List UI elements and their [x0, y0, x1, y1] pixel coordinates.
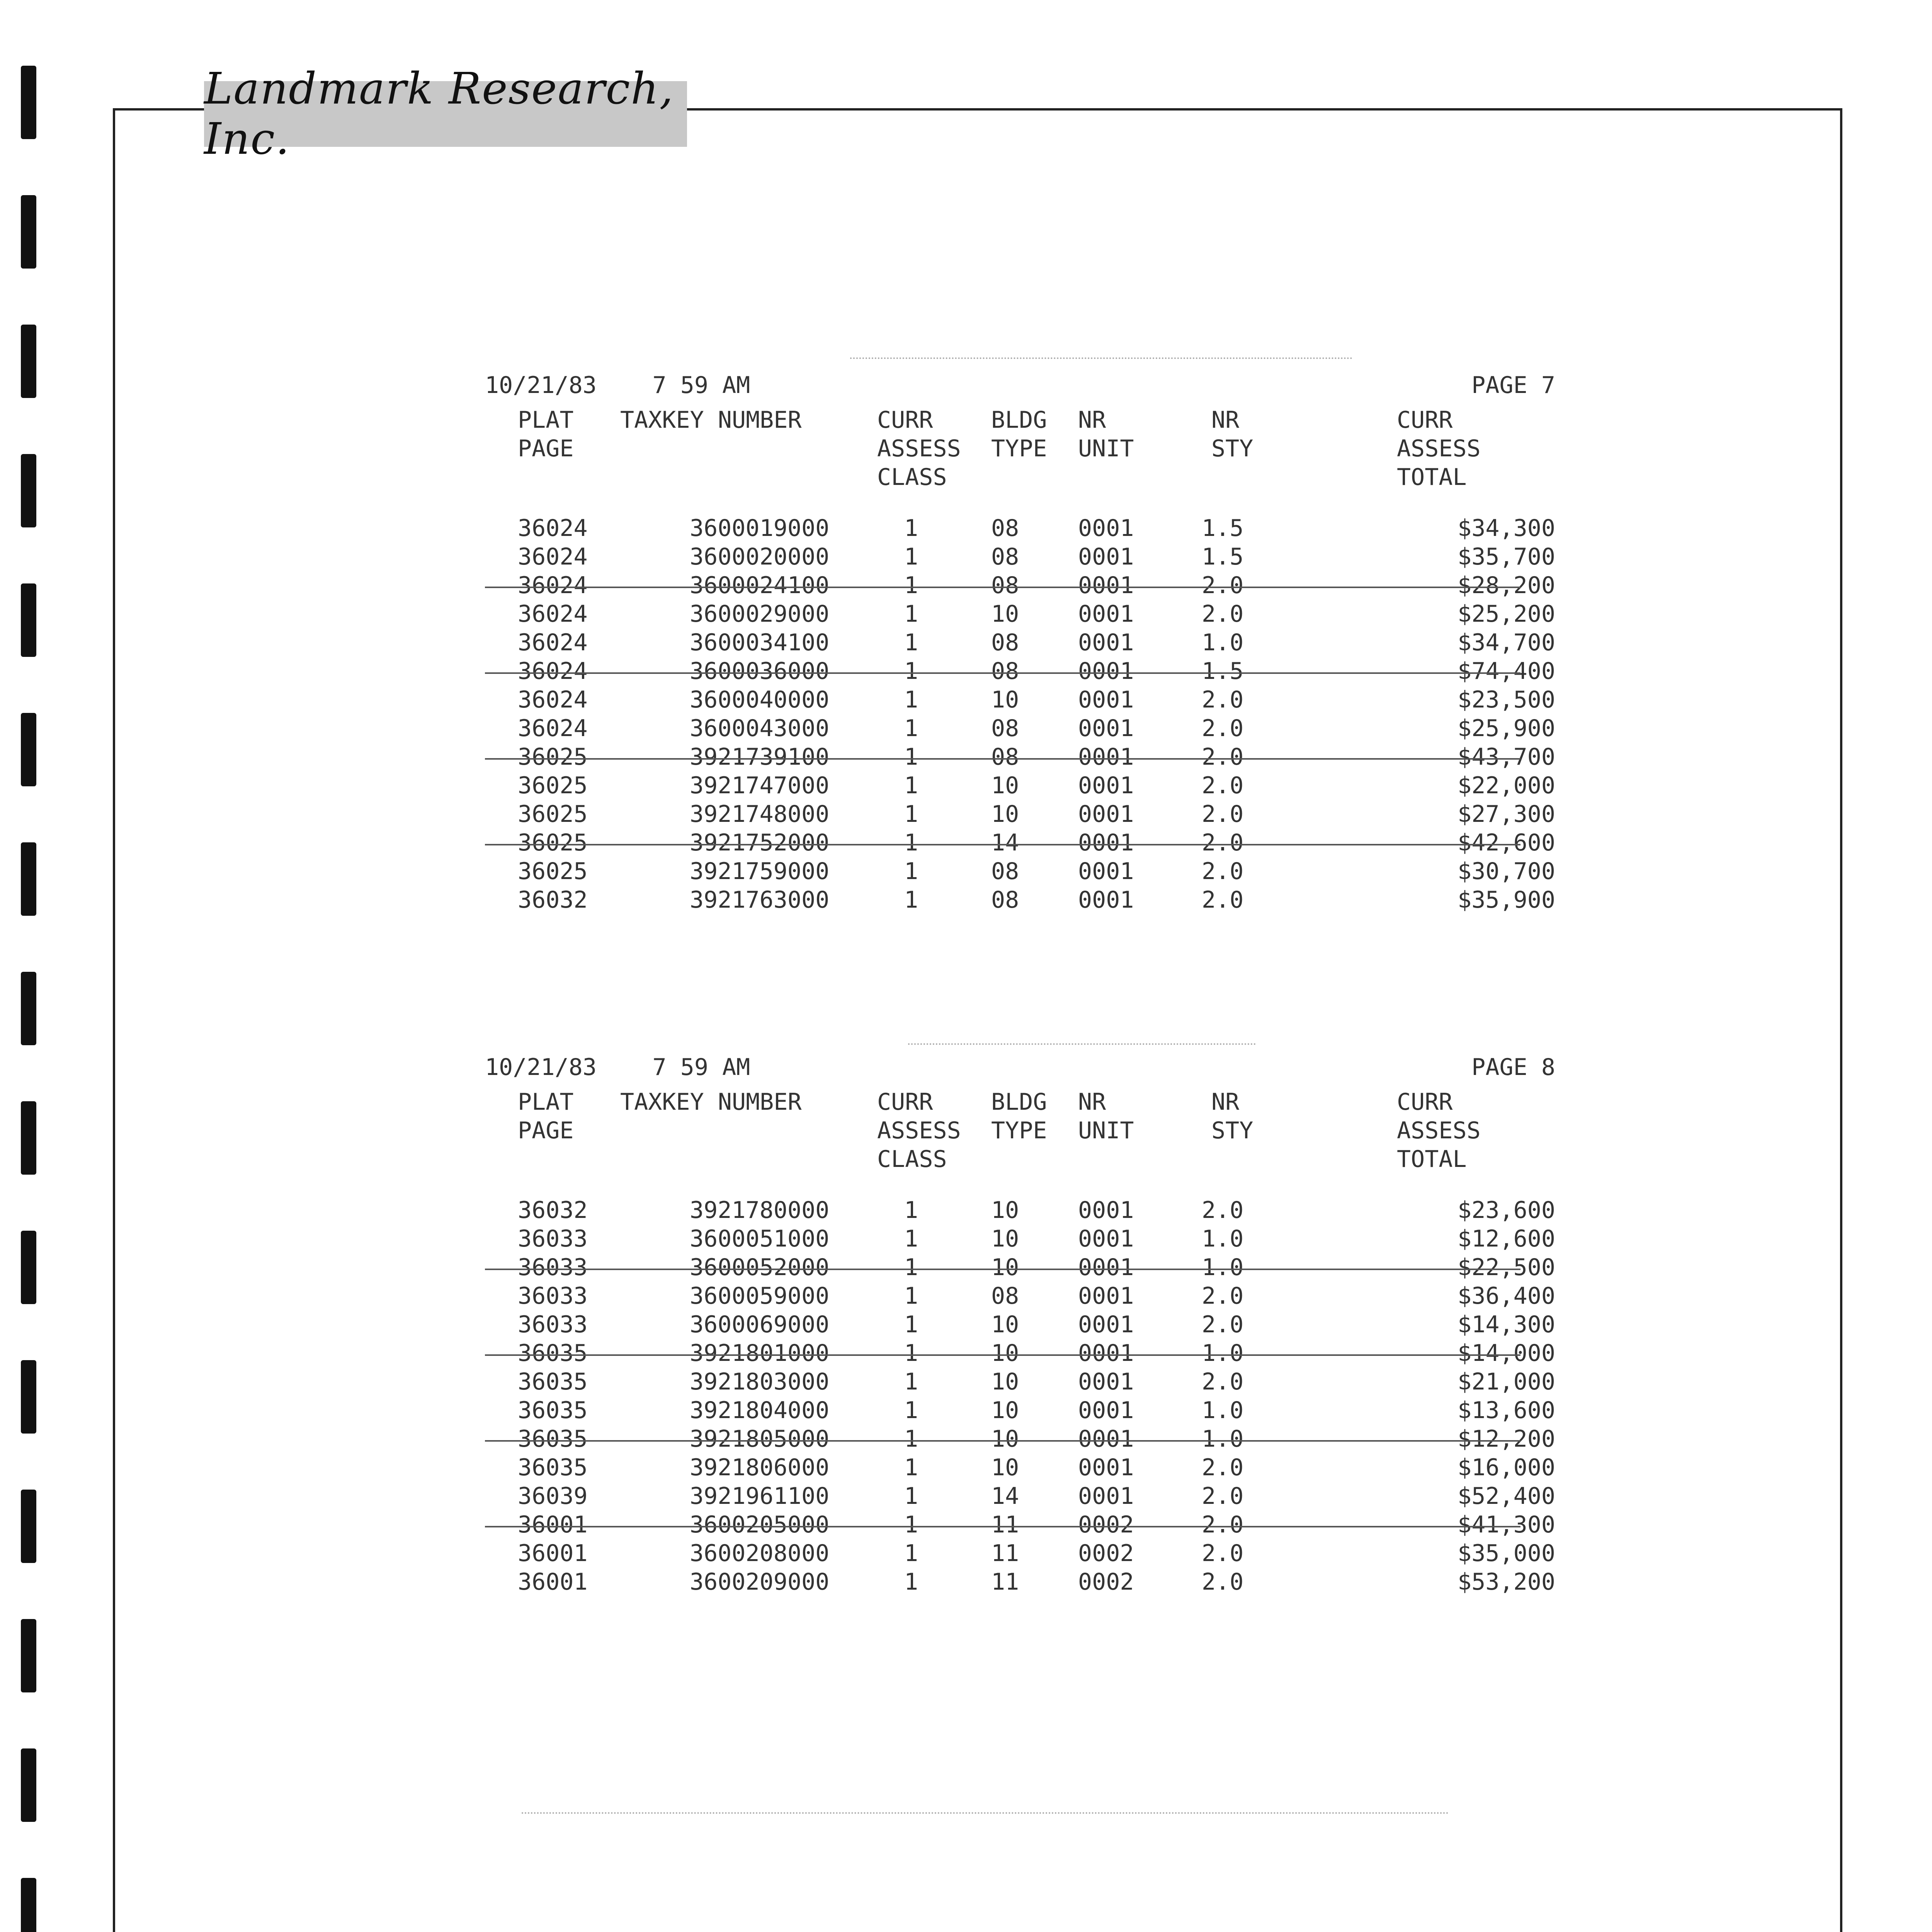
cell-curr-total: $14,000 — [1458, 1340, 1555, 1367]
cell-bldg-type: 08 — [991, 1282, 1019, 1310]
cell-nr-unit: 0001 — [1078, 1197, 1134, 1224]
cell-curr-total: $28,200 — [1458, 572, 1555, 599]
cell-nr-sty: 1.0 — [1202, 1340, 1244, 1367]
table-row — [485, 685, 1555, 714]
cell-curr-total: $23,500 — [1458, 686, 1555, 713]
report-page-label: PAGE 8 — [1471, 1054, 1555, 1081]
cell-curr-total: $52,400 — [1458, 1483, 1555, 1510]
cell-taxkey: 3600069000 — [690, 1311, 830, 1338]
cell-plat-page: 36025 — [518, 801, 588, 828]
table-row — [485, 1310, 1555, 1339]
cell-nr-unit: 0001 — [1078, 886, 1134, 913]
table-row — [485, 828, 1555, 857]
cell-nr-unit: 0001 — [1078, 801, 1134, 828]
binder-hole — [21, 1619, 36, 1692]
report-header — [485, 1053, 1555, 1088]
cell-nr-sty: 1.0 — [1202, 1254, 1244, 1281]
report-page-8 — [485, 1053, 1555, 1596]
cell-plat-page: 36039 — [518, 1483, 588, 1510]
cell-nr-unit: 0002 — [1078, 1540, 1134, 1567]
table-row — [485, 1253, 1555, 1282]
cell-nr-sty: 1.0 — [1202, 1425, 1244, 1452]
table-row — [485, 1539, 1555, 1568]
binder-hole — [21, 454, 36, 527]
cell-taxkey: 3600024100 — [690, 572, 830, 599]
cell-plat-page: 36033 — [518, 1254, 588, 1281]
cell-taxkey: 3921805000 — [690, 1425, 830, 1452]
cell-nr-sty: 2.0 — [1202, 1568, 1244, 1595]
binder-hole — [21, 842, 36, 916]
cell-nr-sty: 2.0 — [1202, 715, 1244, 742]
cell-plat-page: 36033 — [518, 1225, 588, 1252]
cell-plat-page: 36032 — [518, 1197, 588, 1224]
cell-nr-sty: 2.0 — [1202, 1197, 1244, 1224]
cell-curr-total: $16,000 — [1458, 1454, 1555, 1481]
cell-bldg-type: 08 — [991, 658, 1019, 685]
cell-plat-page: 36024 — [518, 686, 588, 713]
cell-nr-unit: 0001 — [1078, 515, 1134, 542]
cell-plat-page: 36001 — [518, 1540, 588, 1567]
cell-plat-page: 36035 — [518, 1340, 588, 1367]
table-row — [485, 714, 1555, 743]
cell-bldg-type: 10 — [991, 1340, 1019, 1367]
cell-nr-unit: 0001 — [1078, 715, 1134, 742]
cell-nr-sty: 2.0 — [1202, 1368, 1244, 1395]
cell-plat-page: 36025 — [518, 829, 588, 856]
cell-nr-sty: 1.0 — [1202, 629, 1244, 656]
cell-taxkey: 3921747000 — [690, 772, 830, 799]
table-row — [485, 1425, 1555, 1453]
report-page-7 — [485, 371, 1555, 914]
cell-plat-page: 36024 — [518, 715, 588, 742]
cell-nr-unit: 0001 — [1078, 658, 1134, 685]
binder-hole — [21, 583, 36, 657]
cell-bldg-type: 10 — [991, 1454, 1019, 1481]
cell-nr-sty: 2.0 — [1202, 1483, 1244, 1510]
cell-taxkey: 3600209000 — [690, 1568, 830, 1595]
table-body — [485, 1196, 1555, 1596]
binder-hole — [21, 1878, 36, 1932]
cell-plat-page: 36033 — [518, 1282, 588, 1310]
cell-plat-page: 36001 — [518, 1568, 588, 1595]
cell-curr-class: 1 — [904, 886, 918, 913]
cell-nr-sty: 2.0 — [1202, 1282, 1244, 1310]
table-row — [485, 886, 1555, 914]
cell-taxkey: 3921961100 — [690, 1483, 830, 1510]
cell-nr-unit: 0001 — [1078, 1454, 1134, 1481]
cell-taxkey: 3921806000 — [690, 1454, 830, 1481]
binder-hole — [21, 66, 36, 139]
table-row — [485, 771, 1555, 800]
table-row — [485, 1568, 1555, 1596]
binder-hole — [21, 972, 36, 1045]
binder-hole — [21, 325, 36, 398]
table-row — [485, 743, 1555, 771]
cell-nr-sty: 2.0 — [1202, 1454, 1244, 1481]
table-row — [485, 657, 1555, 685]
cell-nr-unit: 0001 — [1078, 1340, 1134, 1367]
table-row — [485, 1282, 1555, 1310]
cell-plat-page: 36025 — [518, 743, 588, 770]
cell-plat-page: 36025 — [518, 772, 588, 799]
cell-curr-class: 1 — [904, 1368, 918, 1395]
cell-curr-class: 1 — [904, 858, 918, 885]
report-page-label: PAGE 7 — [1471, 372, 1555, 399]
cell-bldg-type: 10 — [991, 801, 1019, 828]
cell-nr-unit: 0001 — [1078, 686, 1134, 713]
scan-artifact-line — [908, 1043, 1256, 1045]
company-logo: Landmark Research, Inc. — [204, 81, 687, 147]
cell-bldg-type: 11 — [991, 1540, 1019, 1567]
cell-nr-unit: 0001 — [1078, 629, 1134, 656]
col-nr-unit: NR UNIT — [1078, 406, 1134, 462]
cell-nr-sty: 2.0 — [1202, 686, 1244, 713]
cell-bldg-type: 10 — [991, 1397, 1019, 1424]
cell-curr-total: $42,600 — [1458, 829, 1555, 856]
cell-nr-unit: 0001 — [1078, 858, 1134, 885]
cell-curr-class: 1 — [904, 1254, 918, 1281]
col-plat-page: PLAT PAGE — [518, 1088, 574, 1144]
cell-bldg-type: 08 — [991, 858, 1019, 885]
table-row — [485, 800, 1555, 828]
cell-nr-sty: 2.0 — [1202, 886, 1244, 913]
cell-nr-unit: 0001 — [1078, 1483, 1134, 1510]
cell-curr-class: 1 — [904, 1425, 918, 1452]
table-row — [485, 857, 1555, 886]
cell-curr-class: 1 — [904, 1540, 918, 1567]
cell-taxkey: 3921803000 — [690, 1368, 830, 1395]
table-row — [485, 571, 1555, 600]
cell-bldg-type: 08 — [991, 629, 1019, 656]
cell-nr-sty: 1.5 — [1202, 543, 1244, 570]
scan-artifact-line — [850, 357, 1352, 359]
cell-curr-class: 1 — [904, 515, 918, 542]
cell-taxkey: 3600034100 — [690, 629, 830, 656]
cell-nr-sty: 2.0 — [1202, 1511, 1244, 1538]
table-row — [485, 1396, 1555, 1425]
cell-curr-total: $35,900 — [1458, 886, 1555, 913]
cell-nr-sty: 2.0 — [1202, 572, 1244, 599]
cell-bldg-type: 14 — [991, 1483, 1019, 1510]
cell-curr-class: 1 — [904, 772, 918, 799]
cell-curr-total: $12,200 — [1458, 1425, 1555, 1452]
cell-bldg-type: 08 — [991, 715, 1019, 742]
cell-curr-total: $74,400 — [1458, 658, 1555, 685]
cell-bldg-type: 11 — [991, 1511, 1019, 1538]
cell-bldg-type: 10 — [991, 772, 1019, 799]
binder-hole — [21, 1101, 36, 1175]
table-row — [485, 1367, 1555, 1396]
cell-nr-sty: 2.0 — [1202, 772, 1244, 799]
col-curr-total: CURR ASSESS TOTAL — [1397, 1088, 1481, 1173]
cell-curr-class: 1 — [904, 1197, 918, 1224]
cell-curr-class: 1 — [904, 801, 918, 828]
cell-curr-total: $41,300 — [1458, 1511, 1555, 1538]
cell-taxkey: 3600208000 — [690, 1540, 830, 1567]
col-curr-class: CURR ASSESS CLASS — [877, 406, 961, 491]
binder-hole — [21, 1748, 36, 1822]
cell-bldg-type: 10 — [991, 1425, 1019, 1452]
cell-curr-total: $35,000 — [1458, 1540, 1555, 1567]
cell-nr-unit: 0001 — [1078, 1311, 1134, 1338]
cell-nr-unit: 0001 — [1078, 772, 1134, 799]
cell-curr-class: 1 — [904, 686, 918, 713]
cell-nr-unit: 0001 — [1078, 1368, 1134, 1395]
cell-taxkey: 3600019000 — [690, 515, 830, 542]
cell-taxkey: 3921752000 — [690, 829, 830, 856]
cell-curr-total: $21,000 — [1458, 1368, 1555, 1395]
cell-nr-unit: 0001 — [1078, 600, 1134, 628]
cell-plat-page: 36024 — [518, 543, 588, 570]
cell-nr-unit: 0001 — [1078, 572, 1134, 599]
table-row — [485, 600, 1555, 628]
cell-plat-page: 36024 — [518, 572, 588, 599]
cell-plat-page: 36024 — [518, 629, 588, 656]
cell-bldg-type: 10 — [991, 1225, 1019, 1252]
cell-curr-class: 1 — [904, 629, 918, 656]
cell-curr-total: $34,700 — [1458, 629, 1555, 656]
cell-taxkey: 3921780000 — [690, 1197, 830, 1224]
cell-nr-unit: 0001 — [1078, 829, 1134, 856]
cell-bldg-type: 10 — [991, 600, 1019, 628]
table-row — [485, 1453, 1555, 1482]
cell-nr-sty: 1.0 — [1202, 1225, 1244, 1252]
cell-curr-total: $35,700 — [1458, 543, 1555, 570]
cell-curr-class: 1 — [904, 1568, 918, 1595]
cell-plat-page: 36035 — [518, 1397, 588, 1424]
cell-curr-class: 1 — [904, 658, 918, 685]
cell-nr-unit: 0001 — [1078, 1397, 1134, 1424]
cell-bldg-type: 08 — [991, 515, 1019, 542]
cell-curr-class: 1 — [904, 1511, 918, 1538]
cell-taxkey: 3921763000 — [690, 886, 830, 913]
cell-plat-page: 36035 — [518, 1368, 588, 1395]
cell-nr-unit: 0001 — [1078, 1225, 1134, 1252]
cell-curr-total: $22,000 — [1458, 772, 1555, 799]
cell-taxkey: 3600043000 — [690, 715, 830, 742]
cell-plat-page: 36035 — [518, 1425, 588, 1452]
cell-bldg-type: 10 — [991, 1197, 1019, 1224]
binder-hole — [21, 1360, 36, 1434]
cell-plat-page: 36024 — [518, 600, 588, 628]
cell-curr-total: $53,200 — [1458, 1568, 1555, 1595]
cell-curr-class: 1 — [904, 743, 918, 770]
cell-nr-unit: 0001 — [1078, 543, 1134, 570]
col-curr-total: CURR ASSESS TOTAL — [1397, 406, 1481, 491]
col-taxkey: TAXKEY NUMBER — [620, 1088, 802, 1116]
cell-bldg-type: 10 — [991, 686, 1019, 713]
cell-nr-sty: 1.0 — [1202, 1397, 1244, 1424]
col-bldg-type: BLDG TYPE — [991, 406, 1047, 462]
cell-nr-sty: 2.0 — [1202, 1540, 1244, 1567]
cell-curr-total: $13,600 — [1458, 1397, 1555, 1424]
binder-hole — [21, 713, 36, 786]
table-row — [485, 1510, 1555, 1539]
cell-plat-page: 36001 — [518, 1511, 588, 1538]
cell-bldg-type: 08 — [991, 886, 1019, 913]
cell-plat-page: 36025 — [518, 858, 588, 885]
cell-curr-total: $25,200 — [1458, 600, 1555, 628]
col-nr-sty: NR STY — [1211, 406, 1253, 462]
cell-curr-class: 1 — [904, 543, 918, 570]
cell-taxkey: 3600059000 — [690, 1282, 830, 1310]
cell-curr-total: $12,600 — [1458, 1225, 1555, 1252]
cell-curr-total: $30,700 — [1458, 858, 1555, 885]
column-headers — [485, 1088, 1555, 1173]
report-datetime — [485, 371, 750, 400]
report-header — [485, 371, 1555, 406]
cell-curr-class: 1 — [904, 1225, 918, 1252]
cell-nr-unit: 0001 — [1078, 1254, 1134, 1281]
cell-curr-class: 1 — [904, 1311, 918, 1338]
cell-taxkey: 3921801000 — [690, 1340, 830, 1367]
cell-bldg-type: 14 — [991, 829, 1019, 856]
cell-nr-unit: 0002 — [1078, 1511, 1134, 1538]
cell-nr-sty: 2.0 — [1202, 829, 1244, 856]
cell-curr-total: $43,700 — [1458, 743, 1555, 770]
cell-curr-total: $36,400 — [1458, 1282, 1555, 1310]
binder-hole — [21, 1490, 36, 1563]
cell-curr-total: $34,300 — [1458, 515, 1555, 542]
table-row — [485, 1482, 1555, 1510]
table-row — [485, 628, 1555, 657]
table-row — [485, 1339, 1555, 1367]
cell-bldg-type: 08 — [991, 743, 1019, 770]
cell-plat-page: 36032 — [518, 886, 588, 913]
cell-nr-unit: 0001 — [1078, 743, 1134, 770]
cell-curr-total: $25,900 — [1458, 715, 1555, 742]
cell-plat-page: 36024 — [518, 658, 588, 685]
table-row — [485, 1225, 1555, 1253]
cell-nr-unit: 0001 — [1078, 1425, 1134, 1452]
column-headers — [485, 406, 1555, 491]
scan-artifact-line — [522, 1812, 1449, 1814]
table-row — [485, 543, 1555, 571]
cell-taxkey: 3600205000 — [690, 1511, 830, 1538]
binder-hole — [21, 195, 36, 269]
cell-nr-unit: 0001 — [1078, 1282, 1134, 1310]
cell-taxkey: 3600040000 — [690, 686, 830, 713]
cell-curr-total: $22,500 — [1458, 1254, 1555, 1281]
cell-nr-sty: 2.0 — [1202, 858, 1244, 885]
cell-taxkey: 3921804000 — [690, 1397, 830, 1424]
col-nr-unit: NR UNIT — [1078, 1088, 1134, 1144]
cell-nr-sty: 1.5 — [1202, 658, 1244, 685]
cell-curr-total: $14,300 — [1458, 1311, 1555, 1338]
cell-taxkey: 3600029000 — [690, 600, 830, 628]
cell-nr-unit: 0002 — [1078, 1568, 1134, 1595]
cell-curr-class: 1 — [904, 1483, 918, 1510]
col-bldg-type: BLDG TYPE — [991, 1088, 1047, 1144]
report-time: 7 59 AM — [652, 372, 750, 399]
table-row — [485, 514, 1555, 543]
report-date: 10/21/83 — [485, 372, 597, 399]
cell-plat-page: 36035 — [518, 1454, 588, 1481]
cell-curr-total: $23,600 — [1458, 1197, 1555, 1224]
col-taxkey: TAXKEY NUMBER — [620, 406, 802, 434]
col-plat-page: PLAT PAGE — [518, 406, 574, 462]
cell-bldg-type: 08 — [991, 543, 1019, 570]
cell-taxkey: 3921759000 — [690, 858, 830, 885]
report-date: 10/21/83 — [485, 1054, 597, 1081]
cell-plat-page: 36024 — [518, 515, 588, 542]
cell-curr-class: 1 — [904, 572, 918, 599]
cell-taxkey: 3600036000 — [690, 658, 830, 685]
col-nr-sty: NR STY — [1211, 1088, 1253, 1144]
cell-taxkey: 3921748000 — [690, 801, 830, 828]
cell-nr-sty: 2.0 — [1202, 1311, 1244, 1338]
cell-taxkey: 3600051000 — [690, 1225, 830, 1252]
col-curr-class: CURR ASSESS CLASS — [877, 1088, 961, 1173]
cell-bldg-type: 10 — [991, 1368, 1019, 1395]
cell-bldg-type: 10 — [991, 1254, 1019, 1281]
cell-nr-sty: 2.0 — [1202, 801, 1244, 828]
cell-taxkey: 3921739100 — [690, 743, 830, 770]
table-body — [485, 514, 1555, 914]
cell-curr-class: 1 — [904, 1340, 918, 1367]
cell-taxkey: 3600020000 — [690, 543, 830, 570]
report-datetime — [485, 1053, 750, 1082]
cell-nr-sty: 2.0 — [1202, 743, 1244, 770]
cell-curr-class: 1 — [904, 829, 918, 856]
cell-bldg-type: 10 — [991, 1311, 1019, 1338]
cell-curr-total: $27,300 — [1458, 801, 1555, 828]
cell-nr-sty: 1.5 — [1202, 515, 1244, 542]
cell-curr-class: 1 — [904, 715, 918, 742]
report-time: 7 59 AM — [652, 1054, 750, 1081]
cell-plat-page: 36033 — [518, 1311, 588, 1338]
cell-bldg-type: 11 — [991, 1568, 1019, 1595]
cell-curr-class: 1 — [904, 600, 918, 628]
cell-taxkey: 3600052000 — [690, 1254, 830, 1281]
cell-nr-sty: 2.0 — [1202, 600, 1244, 628]
cell-bldg-type: 08 — [991, 572, 1019, 599]
binder-hole — [21, 1231, 36, 1304]
table-row — [485, 1196, 1555, 1225]
cell-curr-class: 1 — [904, 1282, 918, 1310]
cell-curr-class: 1 — [904, 1397, 918, 1424]
cell-curr-class: 1 — [904, 1454, 918, 1481]
